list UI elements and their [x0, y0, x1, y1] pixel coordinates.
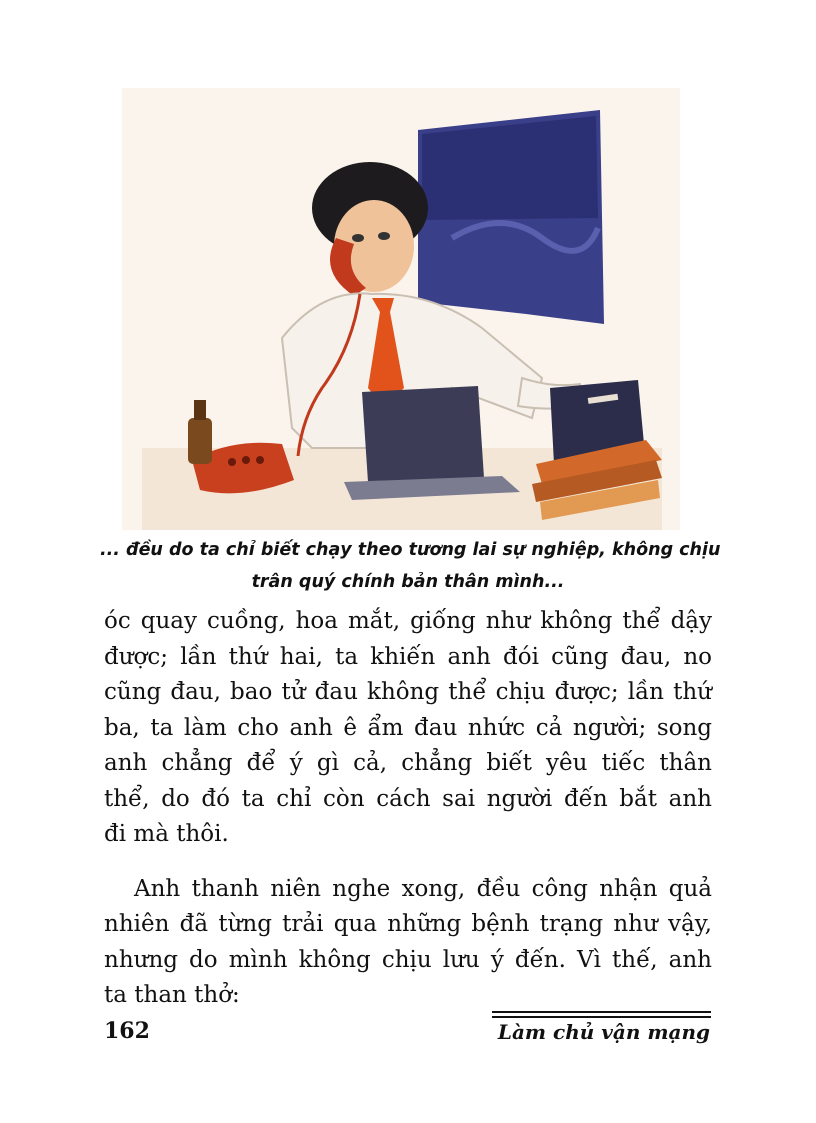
text-line: nhiên đã từng trải qua những bệnh trạng như vậy, [104, 911, 712, 937]
text-line: thể, do đó ta chỉ còn cách sai người đến bắt anh [104, 785, 712, 812]
text-line: ta than thở: [104, 982, 240, 1008]
text-line: được; lần thứ hai, ta khiến anh đói cũng đau, no [104, 643, 712, 670]
text-line: ba, ta làm cho anh ê ẩm đau nhức cả người; song [104, 714, 712, 741]
text-line: Anh thanh niên nghe xong, đều công nhận quả [134, 875, 712, 902]
text-line: anh chẳng để ý gì cả, chẳng biết yêu tiếc thân [104, 750, 712, 776]
illustration-drawing [122, 88, 680, 530]
caption-line-1: ... đều do ta chỉ biết chạy theo tương lai sự nghiệp, không chịu [100, 540, 721, 560]
text-line: óc quay cuồng, hoa mắt, giống như không thể dậy [104, 608, 712, 634]
running-title: Làm chủ vận mạng [497, 1020, 710, 1044]
paragraph-2 [104, 872, 712, 1014]
page-number: 162 [104, 1018, 150, 1044]
text-line: đi mà thôi. [104, 821, 229, 847]
illustration-stressed-man-at-desk [122, 88, 680, 530]
footer-rule [492, 1016, 711, 1018]
text-line: cũng đau, bao tử đau không thể chịu được; lần thứ [104, 679, 712, 705]
caption-line-2: trân quý chính bản thân mình... [251, 572, 565, 592]
text-line: nhưng do mình không chịu lưu ý đến. Vì thế, anh [104, 946, 712, 973]
footer-rule [492, 1011, 711, 1013]
paragraph-1 [104, 604, 712, 853]
illustration-caption [100, 534, 721, 598]
body-text [104, 604, 712, 1014]
